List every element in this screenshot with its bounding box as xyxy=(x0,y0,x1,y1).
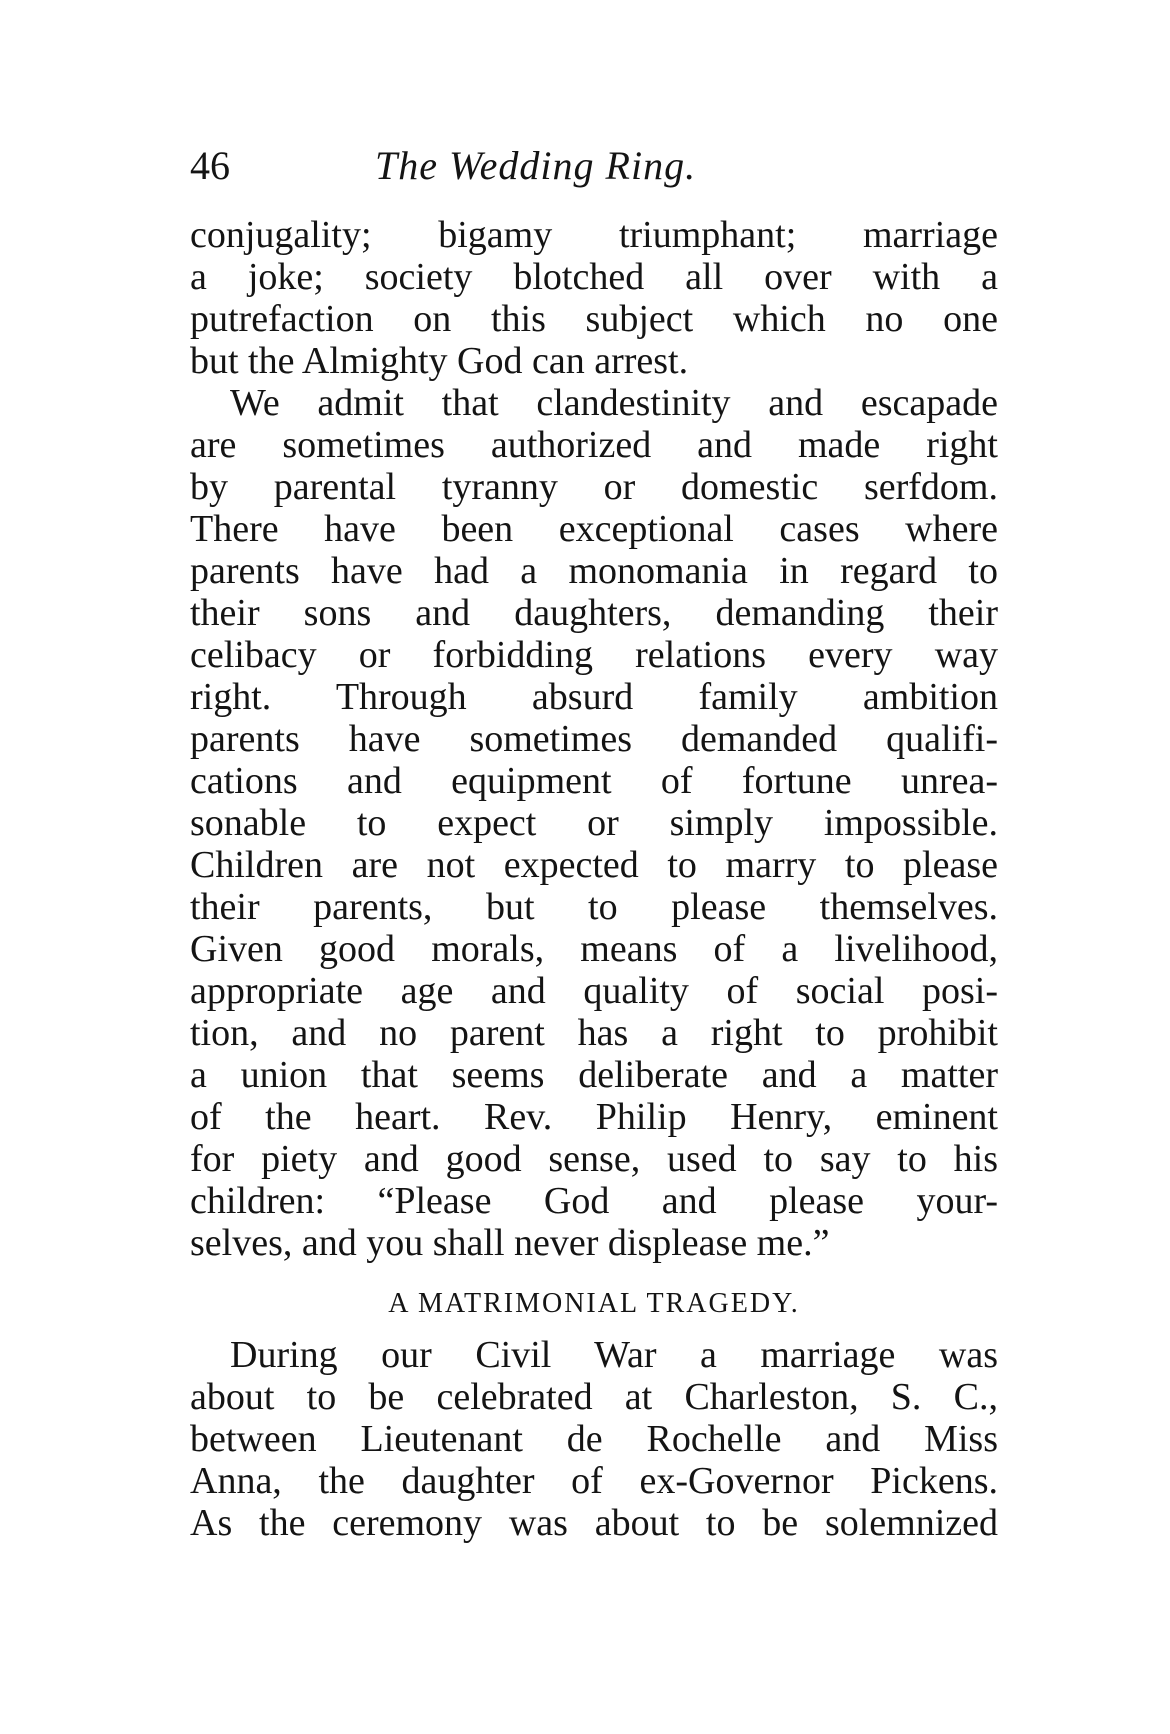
text-line: a union that seems deliberate and a matter xyxy=(190,1054,998,1096)
page-number: 46 xyxy=(190,143,230,188)
text-line: Anna, the daughter of ex-Governor Pickens. xyxy=(190,1460,998,1502)
text-line: parents have sometimes demanded qualifi- xyxy=(190,718,998,760)
text-line: Children are not expected to marry to please xyxy=(190,844,998,886)
page-header xyxy=(190,140,1000,200)
text-line: cations and equipment of fortune unrea- xyxy=(190,760,998,802)
paragraph-continuation xyxy=(190,214,998,382)
paragraph-civil-war xyxy=(190,1334,998,1544)
text-line: selves, and you shall never displease me.” xyxy=(190,1222,830,1264)
text-line: sonable to expect or simply impossible. xyxy=(190,802,998,844)
text-line: right. Through absurd family ambition xyxy=(190,676,998,718)
text-line: about to be celebrated at Charleston, S. C., xyxy=(190,1376,998,1418)
text-line: for piety and good sense, used to say to his xyxy=(190,1138,998,1180)
text-line: conjugality; bigamy triumphant; marriage xyxy=(190,214,998,256)
section-heading: A MATRIMONIAL TRAGEDY. xyxy=(388,1288,800,1319)
running-title: The Wedding Ring. xyxy=(375,143,697,188)
text-line: are sometimes authorized and made right xyxy=(190,424,998,466)
text-line: celibacy or forbidding relations every way xyxy=(190,634,998,676)
text-line: of the heart. Rev. Philip Henry, eminent xyxy=(190,1096,998,1138)
text-line: putrefaction on this subject which no one xyxy=(190,298,998,340)
text-line: Given good morals, means of a livelihood, xyxy=(190,928,998,970)
text-line: their sons and daughters, demanding their xyxy=(190,592,998,634)
text-line: There have been exceptional cases where xyxy=(190,508,998,550)
text-line: parents have had a monomania in regard to xyxy=(190,550,998,592)
text-line: children: “Please God and please your- xyxy=(190,1180,998,1222)
text-line: their parents, but to please themselves. xyxy=(190,886,998,928)
text-line: During our Civil War a marriage was xyxy=(230,1334,998,1376)
text-line: tion, and no parent has a right to prohibit xyxy=(190,1012,998,1054)
paragraph-parental-tyranny xyxy=(190,382,998,1264)
text-line: appropriate age and quality of social posi- xyxy=(190,970,998,1012)
text-line: between Lieutenant de Rochelle and Miss xyxy=(190,1418,998,1460)
text-line: by parental tyranny or domestic serfdom. xyxy=(190,466,998,508)
text-line: As the ceremony was about to be solemnized xyxy=(190,1502,998,1544)
text-line: a joke; society blotched all over with a xyxy=(190,256,998,298)
text-line: We admit that clandestinity and escapade xyxy=(230,382,998,424)
text-line: but the Almighty God can arrest. xyxy=(190,340,689,382)
